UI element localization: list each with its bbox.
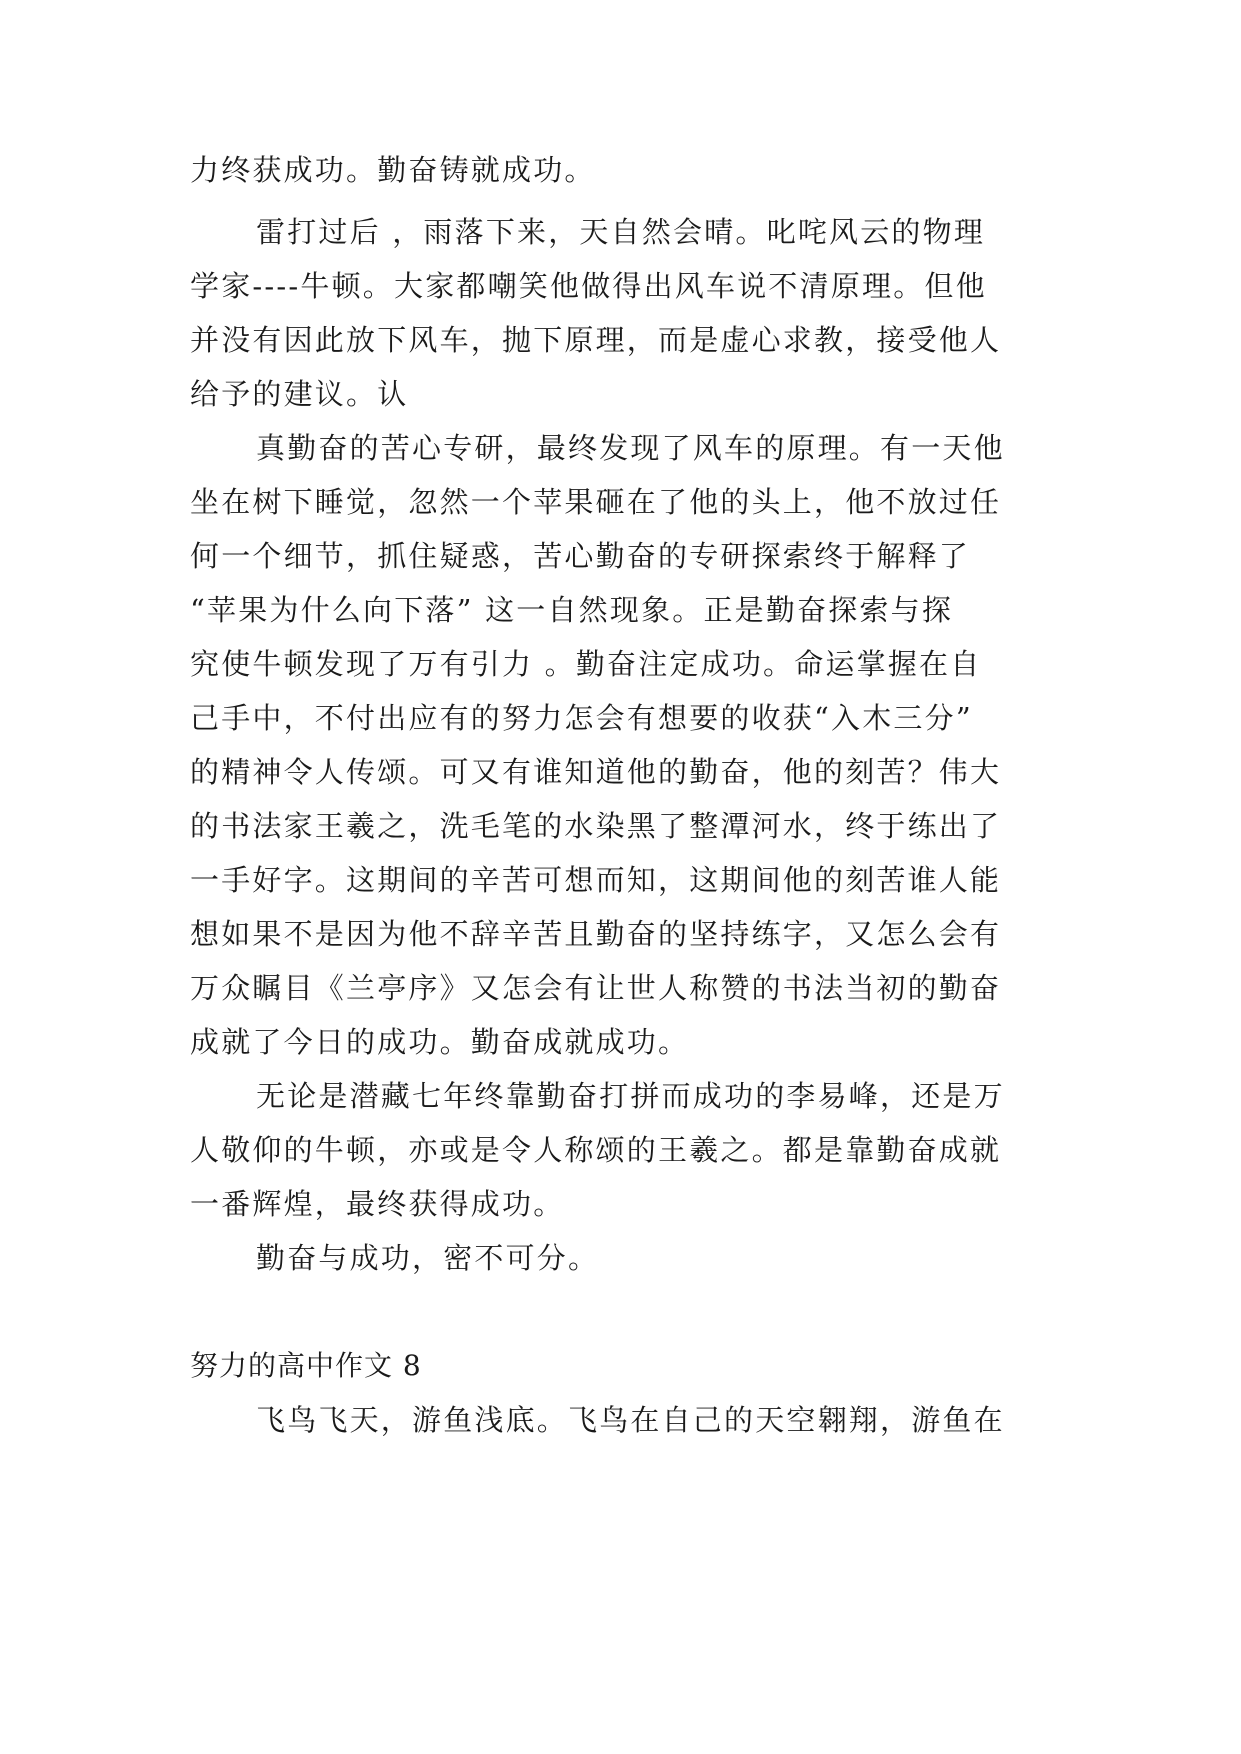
text-line: 一番辉煌，最终获得成功。: [190, 1187, 565, 1221]
paragraph-start-line: 雷打过后 ，雨落下来，天自然会晴。叱咤风云的物理: [256, 215, 986, 249]
text-line: 己手中，不付出应有的努力怎会有想要的收获“入木三分”: [190, 701, 973, 735]
text-line: 的精神令人传颂。可又有谁知道他的勤奋，他的刻苦？伟大: [190, 755, 1002, 789]
text-line: 学家----牛顿。大家都嘲笑他做得出风车说不清原理。但他: [190, 269, 987, 303]
text-line: 的书法家王羲之，洗毛笔的水染黑了整潭河水，终于练出了: [190, 809, 1002, 843]
text-line: 想如果不是因为他不辞辛苦且勤奋的坚持练字，又怎么会有: [190, 917, 1002, 951]
text-line: 给予的建议。认: [190, 377, 409, 411]
text-line: 成就了今日的成功。勤奋成就成功。: [190, 1025, 690, 1059]
section-heading: 努力的高中作文 8: [190, 1349, 422, 1382]
paragraph-start-line: 无论是潜藏七年终靠勤奋打拼而成功的李易峰，还是万: [256, 1079, 1005, 1113]
paragraph-start-line: 真勤奋的苦心专研，最终发现了风车的原理。有一天他: [256, 431, 1005, 465]
text-line: 万众瞩目《兰亭序》又怎会有让世人称赞的书法当初的勤奋: [190, 971, 1002, 1005]
text-line: 坐在树下睡觉，忽然一个苹果砸在了他的头上，他不放过任: [190, 485, 1002, 519]
text-line: 并没有因此放下风车，抛下原理，而是虚心求教，接受他人: [190, 323, 1002, 357]
text-line: 力终获成功。勤奋铸就成功。: [190, 153, 596, 187]
text-line: 何一个细节，抓住疑惑，苦心勤奋的专研探索终于解释了: [190, 539, 971, 573]
text-line: 究使牛顿发现了万有引力 。勤奋注定成功。命运掌握在自: [190, 647, 982, 681]
text-line: 一手好字。这期间的辛苦可想而知，这期间他的刻苦谁人能: [190, 863, 1002, 897]
text-line: “苹果为什么向下落” 这一自然现象。正是勤奋探索与探: [190, 593, 954, 627]
text-line: 人敬仰的牛顿，亦或是令人称颂的王羲之。都是靠勤奋成就: [190, 1133, 1002, 1167]
paragraph-start-line: 飞鸟飞天，游鱼浅底。飞鸟在自己的天空翱翔，游鱼在: [256, 1403, 1005, 1437]
paragraph-start-line: 勤奋与成功，密不可分。: [256, 1241, 600, 1275]
